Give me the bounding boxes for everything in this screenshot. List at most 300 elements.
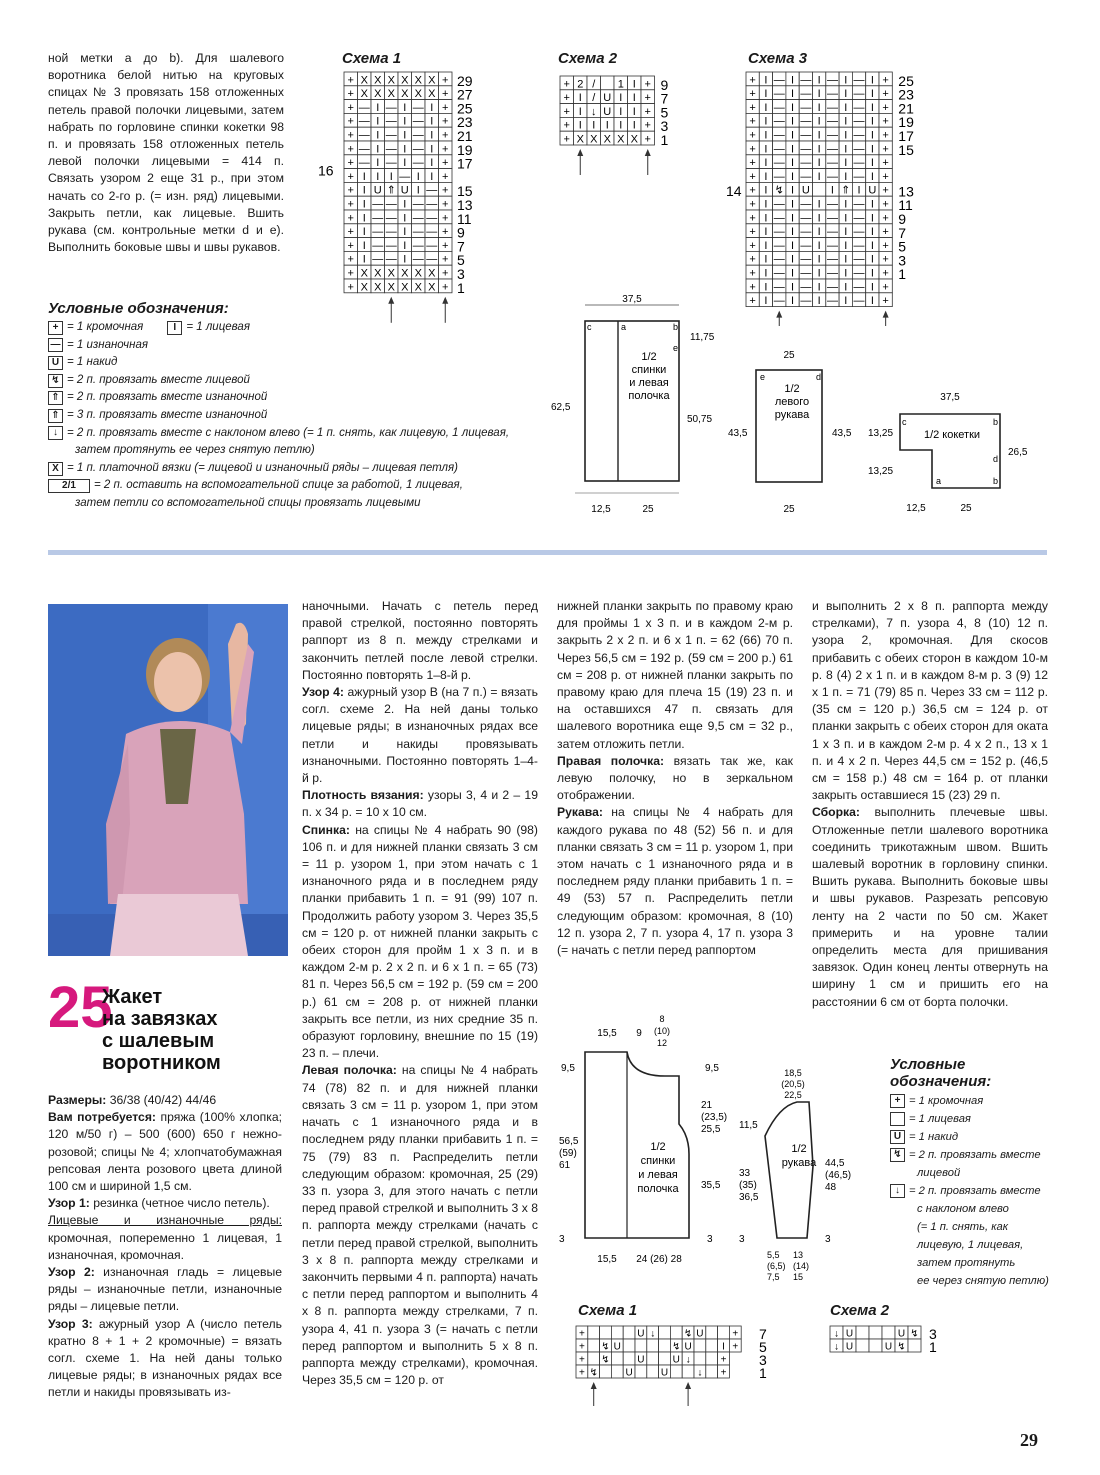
grid-symbol: — xyxy=(773,281,785,294)
grid-symbol: I xyxy=(362,253,366,266)
paragraph: Узор 4: ажурный узор B (на 7 п.) = вязать согл. схеме 2. На ней даны только лицевые ряды; в изнаночных рядах все петли и накиды провязывать изнаночными. Постоянно повторять 1–4-й р. xyxy=(302,685,538,786)
grid-symbol: I xyxy=(764,101,768,114)
grid-symbol: 1 xyxy=(617,78,624,91)
legend-text: = 1 кромочная xyxy=(909,1095,984,1107)
paragraph-heading: Сборка: xyxy=(812,805,860,820)
grid-symbol: I xyxy=(844,253,848,266)
grid-symbol: I xyxy=(870,239,874,252)
grid-symbol: I xyxy=(764,184,768,197)
legend-symbol-icon: + xyxy=(48,321,63,335)
grid-symbol: I xyxy=(844,281,848,294)
row-number: 3 xyxy=(660,118,669,135)
grid-symbol: I xyxy=(403,143,407,156)
grid-cell xyxy=(611,1352,623,1365)
grid-symbol: — xyxy=(826,101,838,114)
row-number: 19 xyxy=(457,141,473,158)
grid-symbol: U xyxy=(696,1328,704,1340)
grid-symbol: I xyxy=(844,212,848,225)
grid-symbol: + xyxy=(749,74,756,87)
grid-cell xyxy=(623,1352,635,1365)
pattern-label: рукава xyxy=(774,409,810,421)
legend-item xyxy=(890,1164,1049,1182)
grid-symbol: U xyxy=(603,92,612,105)
bottom-scheme2-grid xyxy=(826,1320,966,1362)
top-paragraph: ной метки а до b). Для шалевого воротника белой нитью на круговых спицах № 3 провязать 158 отложенных петель правой полочки лицевыми, затем набрать по горловине спинки кокетки 98 п. и провязать 158 отложенных петель левой полочки лицевыми = 414 п. Связать узором 2 еще 31 р., при этом начать со 2-го р. (= изн. ряд) лицевыми. Закрыть петли, как лицевые. Вшить рукава (см. контрольные метки d и e). Выполнить боковые швы и швы рукавов. xyxy=(48,51,284,255)
grid-symbol: I xyxy=(376,101,380,114)
grid-symbol: I xyxy=(844,143,848,156)
legend-text: затем протянуть ее через снятую петлю) xyxy=(75,444,315,457)
legend-item xyxy=(890,1092,1049,1110)
grid-symbol: I xyxy=(619,92,623,105)
grid-symbol: I xyxy=(430,115,434,128)
grid-symbol: — xyxy=(826,239,838,252)
legend-symbol-icon: X xyxy=(48,462,63,476)
grid-symbol: I xyxy=(870,74,874,87)
grid-symbol: — xyxy=(853,198,865,211)
grid-symbol: — xyxy=(853,281,865,294)
grid-symbol: — xyxy=(412,239,424,252)
scheme2-title: Схема 2 xyxy=(558,50,618,67)
dimension-label: 15 xyxy=(793,1272,804,1282)
grid-symbol: I xyxy=(376,143,380,156)
grid-symbol: + xyxy=(442,74,449,87)
grid-symbol: — xyxy=(853,88,865,101)
grid-symbol: X xyxy=(387,74,395,87)
paragraph: Узор 3: ажурный узор A (число петель кратно 8 + 1 + 2 кромочные) = вязать согл. схеме 1. На ней даны только лицевые ряды; в изнаночных рядах все петли и накиды провязывать из- xyxy=(48,1316,282,1400)
grid-symbol: U xyxy=(684,1341,692,1353)
grid-symbol: + xyxy=(749,281,756,294)
legend-text: = 1 изнаночная xyxy=(67,338,148,351)
grid-symbol: I xyxy=(870,212,874,225)
arrow-head-icon xyxy=(577,149,583,156)
legend-item xyxy=(890,1236,1049,1254)
dimension-label: 25 xyxy=(783,504,795,515)
grid-symbol: + xyxy=(442,281,449,294)
grid-symbol: I xyxy=(416,170,420,183)
grid-symbol: I xyxy=(764,170,768,183)
grid-symbol: 2 xyxy=(577,78,584,91)
pattern-label: полочка xyxy=(628,390,670,402)
grid-cell xyxy=(706,1339,718,1352)
grid-symbol: I xyxy=(376,157,380,170)
grid-symbol: — xyxy=(426,212,438,225)
row-number: 5 xyxy=(457,252,465,269)
grid-symbol: — xyxy=(412,198,424,211)
grid-symbol: + xyxy=(749,198,756,211)
legend-symbol-icon xyxy=(890,1112,905,1126)
grid-symbol: + xyxy=(644,105,651,118)
point-label: a xyxy=(936,476,942,486)
grid-symbol: — xyxy=(826,115,838,128)
dimension-label: 3 xyxy=(707,1234,713,1245)
row-number: 7 xyxy=(898,224,907,241)
row-number: 1 xyxy=(660,132,669,148)
grid-symbol: — xyxy=(853,115,865,128)
pattern-label: 1/2 xyxy=(641,351,657,363)
legend-text: = 1 лицевая xyxy=(909,1113,971,1125)
grid-cell xyxy=(623,1339,635,1352)
grid-symbol: I xyxy=(764,157,768,170)
row-number: 15 xyxy=(457,183,473,200)
dimension-label: 8 xyxy=(659,1014,665,1024)
grid-symbol: — xyxy=(773,143,785,156)
row-number: 7 xyxy=(457,238,465,255)
paragraph-heading: Вам потребуется: xyxy=(48,1110,156,1125)
dimension-label: 35,5 xyxy=(701,1180,721,1191)
dimension-label: 37,5 xyxy=(940,392,960,403)
grid-symbol: I xyxy=(870,226,874,239)
grid-symbol: I xyxy=(817,239,821,252)
grid-symbol: U xyxy=(603,105,612,118)
grid-cell xyxy=(670,1326,682,1339)
paragraph-heading: Размеры: xyxy=(48,1093,107,1107)
dimension-label: 43,5 xyxy=(832,428,852,439)
grid-symbol: ↓ xyxy=(834,1328,839,1340)
paragraph: Размеры: 36/38 (40/42) 44/46 xyxy=(48,1093,217,1107)
paragraph: Сборка: выполнить плечевые швы. Отложенные петли шалевого воротника соединить трикотажным швом. Вшить шалевый воротник в горловину спинки. Вшить рукава. Выполнить боковые швы и швы рукавов. Разрезать репсовую ленту на 2 части по 50 см. Жакет примерить и на уровне талии определить места для пришивания завязок. Один конец ленты отвернуть на ширину 1 см и пришить его на расстоянии 6 см от борта полочки. xyxy=(812,805,1048,1009)
arrow-head-icon xyxy=(685,1382,691,1389)
grid-symbol: + xyxy=(882,74,889,87)
legend-text: ее через снятую петлю) xyxy=(917,1275,1049,1287)
grid-symbol: I xyxy=(817,281,821,294)
grid-symbol: I xyxy=(403,212,407,225)
paragraph: Вам потребуется: пряжа (100% хлопка; 120 м/50 г) – 500 (600) 650 г нежно-розовой; спицы № 4; хлопчатобумажная репсовая лента розового цвета длиной 100 см и шириной 1,5 см. xyxy=(48,1110,282,1194)
grid-symbol: + xyxy=(347,267,354,280)
grid-symbol: I xyxy=(830,184,834,197)
grid-symbol: + xyxy=(578,1367,585,1379)
legend-text: = 2 п. провязать вместе xyxy=(909,1149,1041,1161)
row-number: 3 xyxy=(898,252,907,269)
grid-symbol: I xyxy=(791,184,795,197)
legend2-list xyxy=(890,1092,1049,1290)
grid-symbol: + xyxy=(578,1341,585,1353)
paragraph-heading: Правая полочка: xyxy=(557,753,665,768)
legend-item xyxy=(48,425,509,443)
row-number: 14 xyxy=(726,183,742,200)
grid-symbol: — xyxy=(412,101,424,114)
grid-symbol: — xyxy=(372,198,384,211)
grid-cell xyxy=(718,1326,730,1339)
grid-symbol: — xyxy=(358,143,370,156)
grid-symbol: I xyxy=(791,295,795,308)
paragraph-heading: Спинка: xyxy=(302,822,350,837)
grid-symbol: I xyxy=(844,239,848,252)
grid-symbol: I xyxy=(578,119,582,132)
pattern-label: и левая xyxy=(629,377,669,389)
grid-symbol: — xyxy=(412,226,424,239)
dimension-label: 25,5 xyxy=(701,1124,721,1135)
row-number: 13 xyxy=(457,197,473,213)
grid-symbol: — xyxy=(826,281,838,294)
grid-cell xyxy=(694,1352,706,1365)
grid-symbol: I xyxy=(403,129,407,142)
grid-symbol: I xyxy=(791,129,795,142)
grid-symbol: / xyxy=(592,92,596,105)
grid-symbol: I xyxy=(592,119,596,132)
scheme1-title: Схема 1 xyxy=(342,50,402,67)
paragraph-heading: Узор 1: xyxy=(48,1196,90,1211)
paragraph-heading: Плотность вязания: xyxy=(302,788,424,803)
grid-cell xyxy=(647,1352,659,1365)
grid-symbol: + xyxy=(442,101,449,114)
grid-symbol: I xyxy=(870,170,874,183)
grid-symbol: — xyxy=(426,184,438,197)
arrow-head-icon xyxy=(591,1382,597,1389)
grid-symbol: + xyxy=(882,101,889,114)
legend2-title-line: обозначения: xyxy=(890,1073,992,1090)
grid-symbol: + xyxy=(347,253,354,266)
column-1 xyxy=(48,1092,282,1402)
grid-symbol: I xyxy=(632,119,636,132)
legend-item xyxy=(48,389,509,407)
grid-symbol: I xyxy=(870,101,874,114)
article-title-line: воротником xyxy=(102,1052,221,1074)
legend-text: = 1 накид xyxy=(67,356,118,369)
grid-symbol: I xyxy=(764,74,768,87)
grid-symbol: I xyxy=(722,1341,725,1353)
grid-symbol: X xyxy=(374,281,382,294)
grid-symbol: U xyxy=(868,184,877,197)
grid-symbol: + xyxy=(882,253,889,266)
grid-symbol: I xyxy=(844,74,848,87)
grid-symbol: ⇑ xyxy=(841,184,851,197)
row-number: 17 xyxy=(898,128,914,144)
pattern-label: 1/2 xyxy=(784,383,800,395)
grid-symbol: + xyxy=(882,198,889,211)
grid-symbol: I xyxy=(791,239,795,252)
grid-cell xyxy=(623,1326,635,1339)
grid-symbol: — xyxy=(853,101,865,114)
grid-cell xyxy=(588,1339,600,1352)
row-number: 29 xyxy=(457,72,473,89)
row-number: 7 xyxy=(759,1326,767,1342)
grid-symbol: I xyxy=(791,198,795,211)
grid-symbol: — xyxy=(773,170,785,183)
row-number: 27 xyxy=(457,86,473,103)
grid-symbol: — xyxy=(800,281,812,294)
grid-symbol: I xyxy=(817,143,821,156)
grid-symbol: I xyxy=(764,129,768,142)
scheme3-title: Схема 3 xyxy=(748,50,808,67)
grid-cell xyxy=(706,1326,718,1339)
grid-symbol: I xyxy=(764,267,768,280)
legend-item xyxy=(48,477,509,495)
grid-symbol: + xyxy=(720,1354,727,1366)
grid-symbol: — xyxy=(385,129,397,142)
grid-symbol: ↯ xyxy=(897,1341,906,1353)
point-label: b xyxy=(993,417,999,427)
grid-symbol: X xyxy=(401,88,409,101)
dimension-label: (23,5) xyxy=(701,1112,728,1123)
grid-symbol: — xyxy=(385,239,397,252)
grid-cell xyxy=(659,1339,671,1352)
grid-symbol: + xyxy=(347,281,354,294)
grid-cell xyxy=(611,1365,623,1378)
scheme2-grid xyxy=(556,66,686,186)
grid-symbol: ↯ xyxy=(910,1328,919,1340)
grid-symbol: — xyxy=(385,143,397,156)
grid-symbol: + xyxy=(882,184,889,197)
legend-item xyxy=(48,442,509,460)
grid-symbol: — xyxy=(800,212,812,225)
grid-symbol: + xyxy=(442,170,449,183)
grid-symbol: — xyxy=(826,253,838,266)
grid-symbol: + xyxy=(749,239,756,252)
grid-symbol: — xyxy=(412,129,424,142)
dimension-label: 12,5 xyxy=(906,503,926,514)
dimension-label: 11,75 xyxy=(690,332,715,343)
grid-cell xyxy=(659,1352,671,1365)
grid-symbol: X xyxy=(360,281,368,294)
grid-symbol: ↓ xyxy=(650,1328,656,1340)
grid-symbol: U xyxy=(400,184,409,197)
dimension-label: 13,25 xyxy=(868,428,894,439)
grid-symbol: I xyxy=(764,239,768,252)
grid-symbol: — xyxy=(826,74,838,87)
grid-symbol: I xyxy=(817,115,821,128)
dimension-label: 22,5 xyxy=(784,1090,802,1100)
grid-symbol: X xyxy=(576,133,584,146)
paragraph: Узор 1: резинка (четное число петель). xyxy=(48,1196,270,1211)
grid-symbol: — xyxy=(412,253,424,266)
arrow-head-icon xyxy=(442,297,448,304)
legend-item xyxy=(890,1110,1049,1128)
row-number: 23 xyxy=(898,86,914,103)
legend-text: = 2 п. оставить на вспомогательной спице за работой, 1 лицевая, xyxy=(94,479,463,492)
row-number: 1 xyxy=(898,266,907,283)
grid-symbol: — xyxy=(385,253,397,266)
pattern-back-front-2 xyxy=(555,1014,735,1284)
grid-symbol: + xyxy=(442,226,449,239)
grid-cell xyxy=(600,1326,612,1339)
grid-symbol: I xyxy=(430,101,434,114)
dimension-label: 9,5 xyxy=(561,1063,575,1074)
grid-symbol: I xyxy=(844,157,848,170)
row-number: 1 xyxy=(929,1339,937,1355)
bottom-scheme2-title: Схема 2 xyxy=(830,1302,890,1319)
dimension-label: 13,25 xyxy=(868,466,894,477)
pattern-yoke xyxy=(862,384,1042,518)
grid-symbol: I xyxy=(578,105,582,118)
dimension-label: 12 xyxy=(656,1038,668,1048)
legend-text: = 1 п. платочной вязки (= лицевой и изнаночный ряды – лицевая петля) xyxy=(67,461,458,474)
grid-symbol: — xyxy=(800,143,812,156)
row-number: 5 xyxy=(898,238,907,255)
dimension-label: 25 xyxy=(642,504,654,515)
grid-symbol: + xyxy=(882,281,889,294)
grid-symbol: I xyxy=(430,157,434,170)
grid-symbol: U xyxy=(897,1328,906,1340)
legend-item xyxy=(890,1182,1049,1200)
grid-symbol: U xyxy=(373,184,382,197)
grid-symbol: — xyxy=(853,253,865,266)
grid-symbol: I xyxy=(844,129,848,142)
pattern-label: и левая xyxy=(638,1169,678,1181)
dimension-label: 9 xyxy=(636,1028,642,1039)
article-title-line: на завязках xyxy=(102,1008,218,1030)
paragraph: Правая полочка: вязать так же, как левую полочку, но в зеркальном отображении. xyxy=(557,753,794,803)
dimension-label: (6,5) xyxy=(767,1261,786,1271)
grid-symbol: — xyxy=(773,212,785,225)
grid-symbol: + xyxy=(749,212,756,225)
grid-symbol: I xyxy=(389,170,393,183)
grid-symbol: X xyxy=(387,88,395,101)
grid-cell xyxy=(869,1339,882,1352)
article-title-line: с шалевым xyxy=(102,1030,215,1052)
pattern-label: 1/2 xyxy=(650,1141,666,1153)
grid-symbol: I xyxy=(817,198,821,211)
grid-cell xyxy=(856,1326,869,1339)
grid-symbol: I xyxy=(817,226,821,239)
grid-symbol: U xyxy=(613,1341,621,1353)
grid-symbol: + xyxy=(882,212,889,225)
pattern-outline xyxy=(585,1052,689,1238)
grid-symbol: + xyxy=(563,78,570,91)
grid-symbol: — xyxy=(773,239,785,252)
grid-symbol: I xyxy=(403,253,407,266)
row-number: 21 xyxy=(898,100,914,117)
row-number: 5 xyxy=(759,1339,767,1355)
grid-symbol: I xyxy=(817,129,821,142)
grid-symbol: I xyxy=(430,129,434,142)
pattern-outline xyxy=(900,414,1000,488)
article-title-line: Жакет xyxy=(102,986,163,1008)
row-number: 7 xyxy=(660,90,669,107)
grid-symbol: — xyxy=(372,253,384,266)
grid-symbol: U xyxy=(845,1328,854,1340)
grid-symbol: I xyxy=(376,115,380,128)
grid-symbol: — xyxy=(358,101,370,114)
grid-symbol: + xyxy=(882,267,889,280)
grid-symbol: X xyxy=(401,74,409,87)
dimension-label: 3 xyxy=(825,1234,831,1245)
legend-symbol-icon: U xyxy=(890,1130,905,1144)
grid-symbol: I xyxy=(844,170,848,183)
grid-cell xyxy=(869,1326,882,1339)
grid-symbol: — xyxy=(773,74,785,87)
grid-symbol: I xyxy=(870,253,874,266)
grid-symbol: I xyxy=(791,143,795,156)
grid-symbol: + xyxy=(749,253,756,266)
grid-symbol: — xyxy=(853,226,865,239)
grid-symbol: — xyxy=(385,212,397,225)
grid-symbol: — xyxy=(773,101,785,114)
row-number: 3 xyxy=(929,1326,937,1342)
grid-symbol: I xyxy=(870,267,874,280)
grid-symbol: + xyxy=(563,92,570,105)
legend-symbol-icon: ↓ xyxy=(890,1184,905,1198)
grid-cell xyxy=(882,1326,895,1339)
grid-symbol: — xyxy=(826,143,838,156)
grid-symbol: I xyxy=(817,267,821,280)
dimension-label: (20,5) xyxy=(781,1079,805,1089)
grid-symbol: — xyxy=(800,239,812,252)
grid-symbol: — xyxy=(773,198,785,211)
grid-symbol: — xyxy=(826,226,838,239)
grid-cell xyxy=(856,1339,869,1352)
point-label: e xyxy=(673,343,679,353)
grid-symbol: + xyxy=(347,129,354,142)
paragraph-subheading: Лицевые и изнаночные ряды: xyxy=(48,1213,282,1228)
grid-symbol: I xyxy=(416,184,420,197)
grid-symbol: I xyxy=(870,157,874,170)
grid-symbol: I xyxy=(430,143,434,156)
grid-symbol: + xyxy=(749,101,756,114)
grid-symbol: — xyxy=(426,253,438,266)
column-3 xyxy=(557,598,793,959)
grid-symbol: / xyxy=(592,78,596,91)
grid-symbol: I xyxy=(362,198,366,211)
